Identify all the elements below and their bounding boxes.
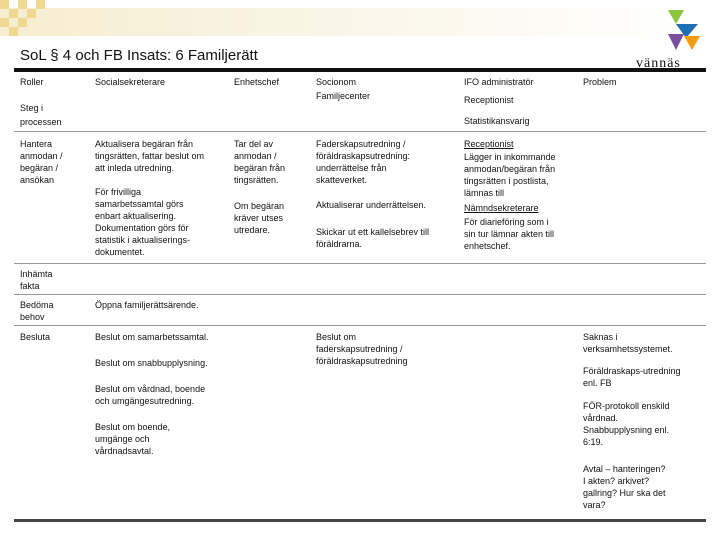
row-label-besluta: Besluta bbox=[20, 332, 51, 342]
row-divider bbox=[14, 131, 706, 132]
bedoma-oppna-arende: Öppna familjerättsärende. bbox=[95, 300, 199, 310]
header-statistikansvarig: Statistikansvarig bbox=[464, 116, 530, 126]
row-divider bbox=[14, 325, 706, 326]
header-enhetschef: Enhetschef bbox=[234, 77, 280, 87]
title-rule bbox=[14, 68, 706, 72]
header-familjecenter: Familjecenter bbox=[316, 91, 371, 101]
header-socialsekreterare: Socialsekreterare bbox=[95, 77, 166, 87]
enhetschef-om-begaran: Om begäran kräver utses utredare. bbox=[234, 201, 285, 235]
socialsekreterare-aktualisera: Aktualisera begäran från tingsrätten, fattar beslut om att inleda utredning. bbox=[95, 139, 205, 173]
ifo-receptionist-text: Lägger in inkommande anmodan/begäran från tingsrätten i postlista, lämnas till bbox=[464, 152, 556, 198]
header-processen: processen bbox=[20, 117, 62, 127]
problem-saknas: Saknas i verksamhetssystemet. bbox=[583, 332, 673, 354]
row-label-bedoma: Bedöma behov bbox=[20, 300, 54, 322]
logo-text: vännäs bbox=[636, 56, 681, 71]
beslut-samarbetssamtal: Beslut om samarbetssamtal. bbox=[95, 332, 209, 342]
row-label-hantera: Hantera anmodan / begäran / ansökan bbox=[20, 139, 63, 185]
header-steg: Steg i bbox=[20, 103, 44, 113]
header-ifo-admin: IFO administratör bbox=[464, 77, 534, 87]
socionom-aktualiserar: Aktualiserar underrättelsen. bbox=[316, 200, 427, 210]
header-roller: Roller bbox=[20, 77, 44, 87]
bottom-rule bbox=[14, 519, 706, 522]
problem-avtal: Avtal – hanteringen? I akten? arkivet? gallring? Hur ska det vara? bbox=[583, 464, 666, 510]
beslut-boende-umgange: Beslut om boende, umgänge och vårdnadsavtal. bbox=[95, 422, 171, 456]
socionom-faderskap: Faderskapsutredning / föräldraskapsutredning: underrättelse från skatteverket. bbox=[316, 139, 411, 185]
header-receptionist: Receptionist bbox=[464, 95, 514, 105]
problem-foraldraskap: Föräldraskaps-utredning enl. FB bbox=[583, 366, 681, 388]
socionom-kallelsebrev: Skickar ut ett kallelsebrev till föräldrarna. bbox=[316, 227, 430, 249]
socionom-beslut-faderskap: Beslut om faderskapsutredning / föräldraskapsutredning bbox=[316, 332, 408, 366]
problem-for-protokoll: FÖR-protokoll enskild vårdnad. Snabbupplysning enl. 6:19. bbox=[583, 401, 670, 447]
row-divider bbox=[14, 294, 706, 295]
header-problem: Problem bbox=[583, 77, 617, 87]
beslut-snabbupplysning: Beslut om snabbupplysning. bbox=[95, 358, 208, 368]
enhetschef-tar-del: Tar del av anmodan / begäran från tingsrätten. bbox=[234, 139, 286, 185]
ifo-receptionist-heading: Receptionist bbox=[464, 139, 514, 149]
header-band bbox=[0, 8, 700, 36]
header-socionom: Socionom bbox=[316, 77, 357, 87]
beslut-vardnad-boende: Beslut om vårdnad, boende och umgängesutredning. bbox=[95, 384, 206, 406]
checker-pattern bbox=[0, 0, 60, 36]
socialsekreterare-frivilliga: För frivilliga samarbetssamtal görs enbart aktualisering. Dokumentation görs för statistik i aktualiserings- dokumentet. bbox=[95, 187, 191, 257]
row-label-inhamta: Inhämta fakta bbox=[20, 269, 53, 291]
row-divider bbox=[14, 263, 706, 264]
ifo-namndsekreterare-heading: Nämndsekreterare bbox=[464, 203, 539, 213]
ifo-namndsekreterare-text: För diarieföring som i sin tur lämnar akten till enhetschef. bbox=[464, 217, 555, 251]
page-title: SoL § 4 och FB Insats: 6 Familjerätt bbox=[20, 47, 258, 64]
